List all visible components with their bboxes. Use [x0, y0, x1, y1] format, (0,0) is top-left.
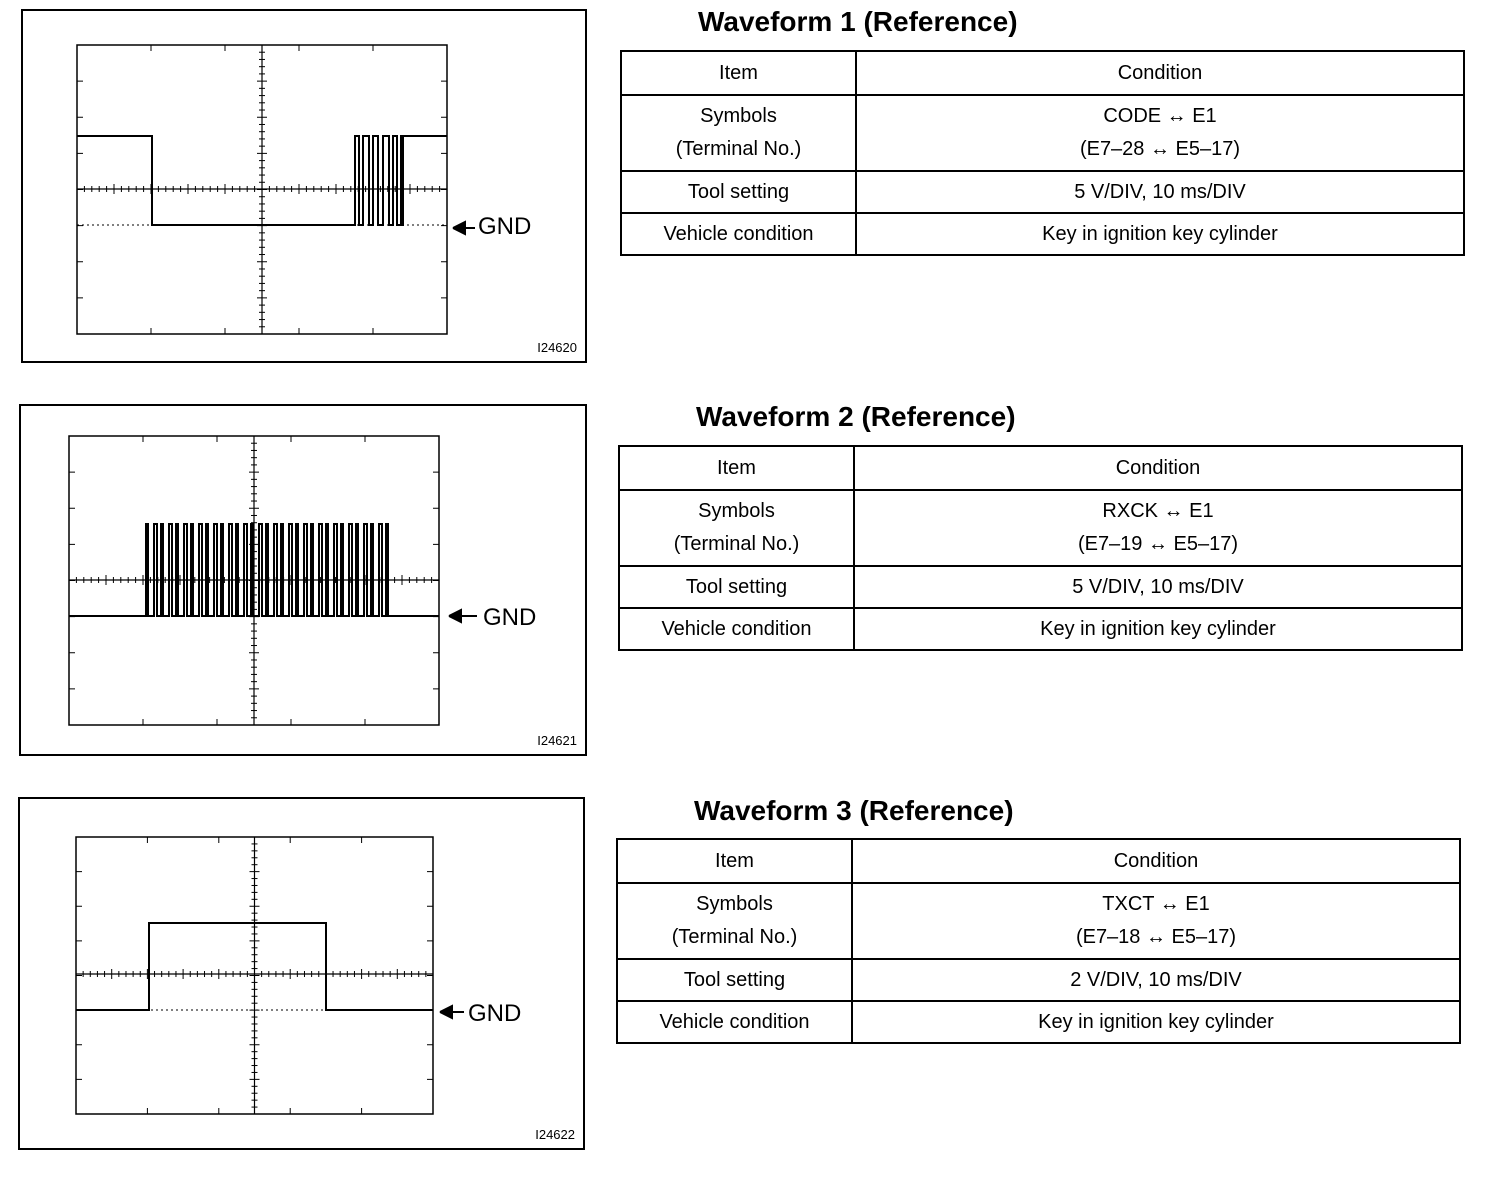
vehicle-condition-label: Vehicle condition	[619, 608, 854, 650]
terminal-no-label: (Terminal No.)	[675, 138, 802, 160]
table-row	[621, 171, 1464, 213]
terminal-no-value: (E7–18 ↔ E5–17)	[1075, 926, 1237, 948]
symbols-value-cell	[852, 883, 1460, 959]
symbols-value: CODE ↔ E1	[1103, 105, 1217, 127]
waveform-1-condition-table	[620, 50, 1465, 256]
vehicle-condition-value: Key in ignition key cylinder	[854, 608, 1462, 650]
header-condition: Condition	[852, 839, 1460, 883]
waveform-3-title: Waveform 3 (Reference)	[694, 795, 1014, 826]
table-row	[617, 959, 1460, 1001]
tool-setting-value: 5 V/DIV, 10 ms/DIV	[856, 171, 1464, 213]
header-item: Item	[617, 839, 852, 883]
vehicle-condition-label: Vehicle condition	[621, 213, 856, 255]
gnd-label: GND	[468, 1000, 522, 1027]
gnd-label: GND	[483, 604, 537, 631]
table-row	[617, 839, 1460, 883]
terminal-no-label: (Terminal No.)	[671, 926, 798, 948]
symbols-label-cell	[621, 95, 856, 171]
table-row	[619, 608, 1462, 650]
waveform-2-title: Waveform 2 (Reference)	[696, 401, 1016, 432]
figure-id: I24621	[537, 733, 577, 748]
table-row	[619, 490, 1462, 566]
symbols-value: TXCT ↔ E1	[1102, 893, 1210, 915]
tool-setting-label: Tool setting	[619, 566, 854, 608]
tool-setting-value: 2 V/DIV, 10 ms/DIV	[852, 959, 1460, 1001]
symbols-label: Symbols	[700, 105, 777, 127]
terminal-no-label: (Terminal No.)	[673, 533, 800, 555]
waveform-1-title: Waveform 1 (Reference)	[698, 6, 1018, 37]
gnd-label: GND	[478, 213, 532, 240]
tool-setting-value: 5 V/DIV, 10 ms/DIV	[854, 566, 1462, 608]
oscilloscope-figure-2	[19, 404, 587, 756]
header-condition: Condition	[856, 51, 1464, 95]
signal-trace	[69, 524, 439, 616]
symbols-label-cell	[619, 490, 854, 566]
tool-setting-label: Tool setting	[621, 171, 856, 213]
table-row	[617, 883, 1460, 959]
table-row	[621, 51, 1464, 95]
vehicle-condition-label: Vehicle condition	[617, 1001, 852, 1043]
header-item: Item	[621, 51, 856, 95]
table-row	[621, 95, 1464, 171]
symbols-label: Symbols	[696, 893, 773, 915]
table-row	[621, 213, 1464, 255]
terminal-no-value: (E7–19 ↔ E5–17)	[1077, 533, 1239, 555]
tool-setting-label: Tool setting	[617, 959, 852, 1001]
symbols-value-cell	[854, 490, 1462, 566]
terminal-no-value: (E7–28 ↔ E5–17)	[1079, 138, 1241, 160]
oscilloscope-figure-3	[18, 797, 585, 1150]
symbols-label-cell	[617, 883, 852, 959]
table-row	[619, 566, 1462, 608]
symbols-value: RXCK ↔ E1	[1102, 500, 1214, 522]
waveform-1-plot	[23, 11, 589, 365]
table-row	[617, 1001, 1460, 1043]
figure-id: I24622	[535, 1127, 575, 1142]
symbols-label: Symbols	[698, 500, 775, 522]
header-item: Item	[619, 446, 854, 490]
table-row	[619, 446, 1462, 490]
oscilloscope-figure-1	[21, 9, 587, 363]
header-condition: Condition	[854, 446, 1462, 490]
symbols-value-cell	[856, 95, 1464, 171]
vehicle-condition-value: Key in ignition key cylinder	[856, 213, 1464, 255]
waveform-3-condition-table	[616, 838, 1461, 1044]
vehicle-condition-value: Key in ignition key cylinder	[852, 1001, 1460, 1043]
figure-id: I24620	[537, 340, 577, 355]
waveform-3-plot	[20, 799, 587, 1152]
waveform-2-condition-table	[618, 445, 1463, 651]
waveform-2-plot	[21, 406, 589, 758]
